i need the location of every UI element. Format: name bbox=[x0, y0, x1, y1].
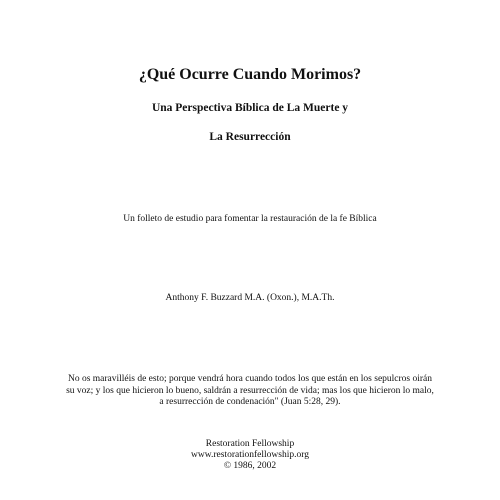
quote-line: No os maravilléis de esto; porque vendrá hora cuando todos los que están en los sepulcros oirán bbox=[67, 374, 433, 384]
publisher-footer bbox=[0, 439, 500, 472]
scripture-quote bbox=[40, 374, 460, 409]
document-tagline: Un folleto de estudio para fomentar la restauración de la fe Bíblica bbox=[123, 214, 377, 224]
publisher-name: Restoration Fellowship bbox=[205, 439, 295, 449]
document-title: ¿Qué Ocurre Cuando Morimos? bbox=[138, 66, 362, 83]
quote-line: a resurrección de condenación" (Juan 5:28, 29). bbox=[159, 397, 341, 407]
document-subtitle-line-2: La Resurrección bbox=[209, 131, 291, 143]
quote-line: su voz; y los que hicieron lo bueno, saldrán a resurrección de vida; mas los que hicieron lo malo, bbox=[66, 385, 434, 396]
publisher-website: www.restorationfellowship.org bbox=[191, 450, 309, 460]
document-subtitle-line-1: Una Perspectiva Bíblica de La Muerte y bbox=[151, 102, 349, 114]
author-credit: Anthony F. Buzzard M.A. (Oxon.), M.A.Th. bbox=[165, 293, 335, 303]
copyright-notice: © 1986, 2002 bbox=[223, 461, 277, 471]
